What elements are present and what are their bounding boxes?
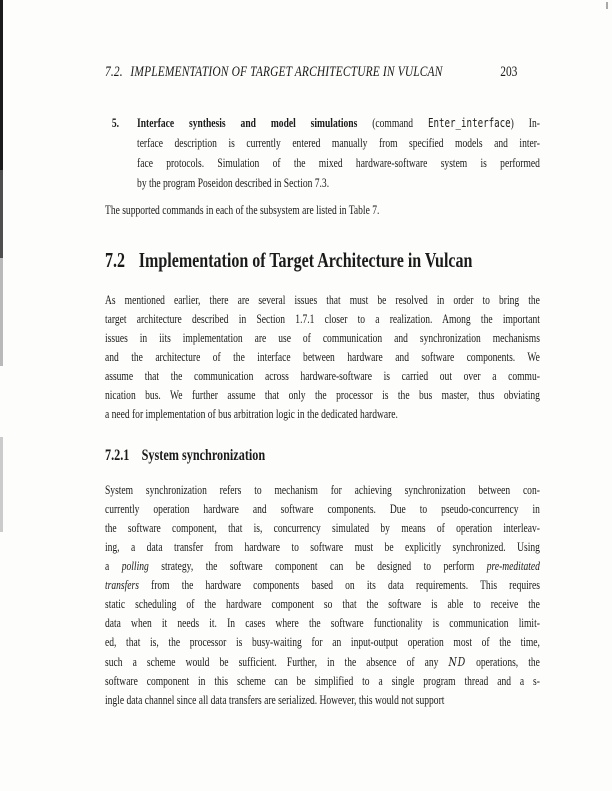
text-column (105, 0, 540, 791)
text-line (105, 519, 540, 538)
text-run: nication bus. We further assume that only the processor is the bus master, thus obviating (105, 388, 540, 402)
text-run: from the hardware components based on its data requirements. This requires (138, 578, 540, 592)
text-run: strategy, the software component can be designed to perform (148, 559, 487, 573)
text-run: ing, a data transfer from hardware to software must be explicitly synchronized. Using (105, 540, 540, 554)
subsection-title: System synchronization (141, 447, 266, 464)
bold-run: Interface synthesis and model simulations (137, 116, 358, 130)
text-run: data when it needs it. In cases where the software functionality is communication limit- (105, 616, 540, 630)
section-heading (105, 246, 540, 274)
text-line (105, 652, 540, 672)
text-run: terface description is currently entered manually from specified models and inter- (137, 136, 540, 150)
text-run: assume that the communication across hardware-software is carried out over a commu- (105, 369, 540, 383)
scan-edge-artifact (0, 0, 3, 170)
text-line (105, 200, 540, 220)
text-line (105, 538, 540, 557)
text-run: software component in this scheme can be simplified to a single program thread and a s- (105, 674, 540, 688)
text-line (137, 173, 540, 193)
section-number: 7.2 (105, 248, 126, 272)
text-line (105, 348, 540, 367)
text-line (105, 557, 540, 576)
text-line (105, 691, 540, 710)
italic-run: transfers (105, 578, 139, 592)
page-number: 203 (500, 64, 518, 80)
text-run: ed, that is, the processor is busy-waiting for an input-output operation most of the time, (105, 635, 540, 649)
text-run: System synchronization refers to mechanism for achieving synchronization between con- (105, 483, 540, 497)
text-line (105, 481, 540, 500)
numbered-list-item-5 (111, 113, 540, 193)
text-run: the software component, that is, concurrency simulated by means of operation interleav- (105, 521, 540, 535)
text-run: issues in iits implementation are use of communication and synchronization mechanisms (105, 331, 540, 345)
scan-edge-artifact (0, 437, 3, 532)
scan-edge-artifact (0, 258, 3, 366)
text-run: target architecture described in Section 1.7.1 closer to a realization. Among the important (105, 312, 540, 326)
running-header-title: 7.2. IMPLEMENTATION OF TARGET ARCHITECTURE IN VULCAN (105, 64, 443, 80)
text-run: currently operation hardware and software components. Due to pseudo-concurrency in (105, 502, 540, 516)
section-title: Implementation of Target Architecture in Vulcan (138, 248, 473, 272)
text-run: and the architecture of the interface between hardware and software components. We (105, 350, 540, 364)
scan-edge-artifact (0, 170, 3, 258)
text-line (105, 576, 540, 595)
text-line (105, 291, 540, 310)
running-header-section-number: 7.2. (105, 64, 123, 80)
running-header (105, 64, 540, 80)
text-line (105, 633, 540, 652)
math-script-symbol: ND (448, 654, 466, 669)
list-item-number: 5. (111, 116, 120, 130)
text-run: face protocols. Simulation of the mixed hardware-software system is performed (137, 156, 540, 170)
subsection-heading (105, 446, 540, 466)
table-reference-note (105, 200, 540, 220)
inline-command-text: Enter_interface (427, 116, 511, 130)
section-intro-paragraph (105, 291, 540, 424)
text-run: As mentioned earlier, there are several issues that must be resolved in order to bring the (105, 293, 540, 307)
text-line (137, 113, 540, 133)
text-line (105, 672, 540, 691)
scan-speck-artifact (606, 2, 608, 9)
text-line (105, 329, 540, 348)
text-line (105, 405, 540, 424)
text-run: a need for implementation of bus arbitration logic in the dedicated hardware. (105, 407, 398, 421)
text-line (137, 133, 540, 153)
subsection-body-paragraph (105, 481, 540, 710)
text-line (105, 500, 540, 519)
text-run: operations, the (465, 655, 540, 669)
text-run: The supported commands in each of the subsystem are listed in Table 7. (105, 203, 380, 217)
text-line (105, 386, 540, 405)
text-run: such a scheme would be sufficient. Further, in the absence of any (105, 655, 449, 669)
text-line (105, 595, 540, 614)
text-line (105, 614, 540, 633)
text-run: ) In- (510, 116, 540, 130)
text-run: a (105, 559, 122, 573)
text-line (105, 367, 540, 386)
text-run: by the program Poseidon described in Section 7.3. (137, 176, 330, 190)
text-line (105, 310, 540, 329)
subsection-number: 7.2.1 (105, 447, 130, 464)
text-run: (command (357, 116, 428, 130)
text-run: static scheduling of the hardware component so that the software is able to receive the (105, 597, 540, 611)
list-item-text (137, 113, 540, 193)
text-run: ingle data channel since all data transfers are serialized. However, this would not support (105, 693, 445, 707)
italic-run: polling (121, 559, 149, 573)
italic-run: pre-meditated (486, 559, 540, 573)
text-line (137, 153, 540, 173)
